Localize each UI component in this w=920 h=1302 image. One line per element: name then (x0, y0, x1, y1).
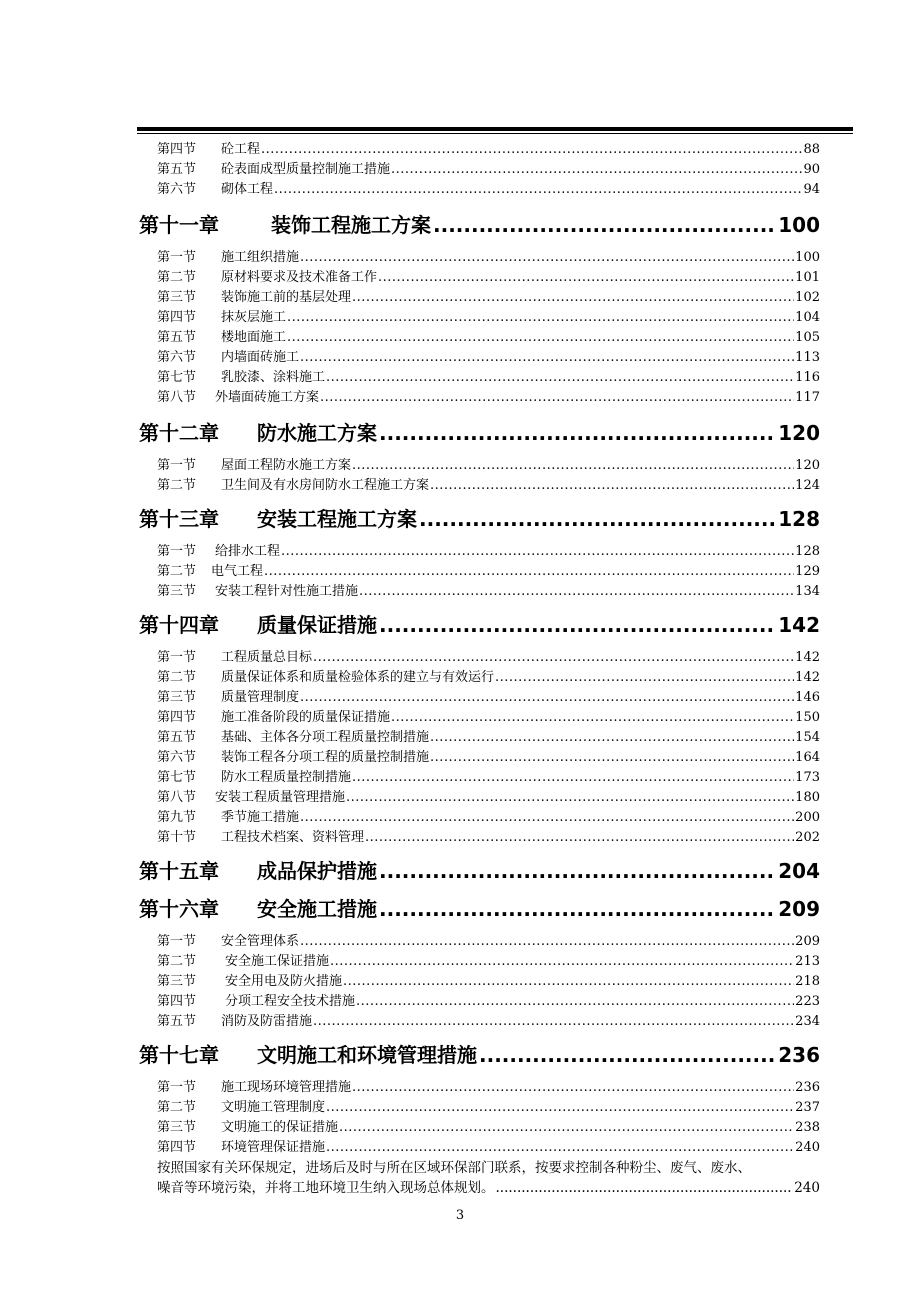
leader-dots (379, 610, 776, 640)
toc-section-row (157, 1012, 820, 1032)
page-ref: 113 (795, 350, 820, 365)
section-title: 工程技术档案、资料管理 (221, 830, 365, 845)
toc-section-row (157, 308, 820, 328)
section-title: 电气工程 (211, 564, 264, 579)
section-title: 安全施工保证措施 (225, 954, 330, 969)
page-ref: 240 (795, 1140, 820, 1155)
toc-section-row (157, 476, 820, 496)
leader-dots (391, 160, 802, 180)
toc-section-row (157, 1078, 820, 1098)
leader-dots (352, 288, 794, 308)
section-title: 安装工程针对性施工措施 (215, 584, 359, 599)
leader-dots (430, 748, 794, 768)
section-title: 施工组织措施 (221, 250, 300, 265)
section-title: 砼工程 (221, 142, 261, 157)
page-ref: 234 (795, 1014, 820, 1029)
section-number: 第五节 (157, 162, 197, 177)
toc-section-row (157, 562, 820, 582)
chapter-title: 装饰工程施工方案 (271, 213, 431, 237)
toc-section-row (157, 542, 820, 562)
page-ref: 213 (795, 954, 820, 969)
leader-dots (261, 140, 802, 160)
page-ref: 101 (795, 270, 820, 285)
leader-dots (430, 728, 794, 748)
toc-section-row (157, 582, 820, 602)
leader-dots (359, 582, 794, 602)
page-ref: 142 (778, 613, 820, 637)
paragraph-line-2: 噪音等环境污染，并将工地环境卫生纳入现场总体规划。 (157, 1180, 495, 1196)
page-ref: 100 (795, 250, 820, 265)
chapter-title: 质量保证措施 (257, 613, 377, 637)
toc-section-row (157, 728, 820, 748)
chapter-title: 安装工程施工方案 (257, 507, 417, 531)
section-title: 施工准备阶段的质量保证措施 (221, 710, 391, 725)
paragraph-line-2-row (157, 1178, 820, 1198)
leader-dots (326, 1138, 794, 1158)
chapter-number: 第十三章 (139, 507, 219, 531)
section-title: 工程质量总目标 (221, 650, 313, 665)
toc-section-row (157, 140, 820, 160)
section-number: 第三节 (157, 290, 197, 305)
leader-dots (264, 562, 794, 582)
toc-chapter-row (139, 894, 820, 924)
leader-dots (300, 248, 794, 268)
section-title: 文明施工的保证措施 (221, 1120, 339, 1135)
section-title: 屋面工程防水施工方案 (221, 458, 352, 473)
chapter-number: 第十六章 (139, 897, 219, 921)
page-ref: 237 (795, 1100, 820, 1115)
toc-section-row (157, 268, 820, 288)
chapter-number: 第十五章 (139, 859, 219, 883)
section-number: 第六节 (157, 750, 197, 765)
page-ref: 134 (795, 584, 820, 599)
page-ref: 146 (795, 690, 820, 705)
page-ref: 116 (795, 370, 820, 385)
section-title: 装饰施工前的基层处理 (221, 290, 352, 305)
page-ref: 180 (795, 790, 820, 805)
toc-chapter-row (139, 610, 820, 640)
section-number: 第七节 (157, 770, 197, 785)
page-ref: 238 (795, 1120, 820, 1135)
section-number: 第三节 (157, 974, 197, 989)
leader-dots (339, 1118, 794, 1138)
section-number: 第五节 (157, 1014, 197, 1029)
page-ref: 120 (795, 458, 820, 473)
page-ref: 104 (795, 310, 820, 325)
page-ref: 223 (795, 994, 820, 1009)
chapter-number: 第十二章 (139, 421, 219, 445)
toc-section-row (157, 708, 820, 728)
page-ref: 128 (778, 507, 820, 531)
page-ref: 209 (778, 897, 820, 921)
section-title: 抹灰层施工 (221, 310, 287, 325)
leader-dots (300, 348, 794, 368)
toc-section-row (157, 248, 820, 268)
section-title: 质量保证体系和质量检验体系的建立与有效运行 (221, 670, 495, 685)
section-title: 安全管理体系 (221, 934, 300, 949)
leader-dots (495, 668, 794, 688)
section-title: 质量管理制度 (221, 690, 300, 705)
section-number: 第二节 (157, 670, 197, 685)
leader-dots (352, 456, 794, 476)
section-title: 乳胶漆、涂料施工 (221, 370, 326, 385)
section-number: 第一节 (157, 458, 197, 473)
toc-section-row (157, 180, 820, 200)
section-title: 给排水工程 (215, 544, 281, 559)
section-title: 分项工程安全技术措施 (225, 994, 356, 1009)
toc-section-row (157, 768, 820, 788)
leader-dots (496, 1178, 794, 1198)
toc-section-row (157, 748, 820, 768)
toc-chapter-row (139, 1040, 820, 1070)
leader-dots (300, 688, 794, 708)
section-title: 楼地面施工 (221, 330, 287, 345)
section-number: 第一节 (157, 544, 197, 559)
chapter-title: 文明施工和环境管理措施 (257, 1043, 477, 1067)
section-title: 安装工程质量管理措施 (215, 790, 346, 805)
section-title: 原材料要求及技术准备工作 (221, 270, 378, 285)
page-ref: 202 (795, 830, 820, 845)
leader-dots (287, 328, 794, 348)
toc-chapter-row (139, 504, 820, 534)
section-title: 施工现场环境管理措施 (221, 1080, 352, 1095)
page-ref: 105 (795, 330, 820, 345)
leader-dots (379, 856, 776, 886)
section-number: 第三节 (157, 1120, 197, 1135)
toc-section-row (157, 828, 820, 848)
toc-chapter-row (139, 210, 820, 240)
section-number: 第六节 (157, 182, 197, 197)
paragraph-line-1: 按照国家有关环保规定，进场后及时与所在区域环保部门联系，按要求控制各种粉尘、废气、废水、 (157, 1160, 751, 1176)
page-ref: 128 (795, 544, 820, 559)
section-number: 第二节 (157, 564, 197, 579)
leader-dots (365, 828, 794, 848)
toc-section-row (157, 932, 820, 952)
leader-dots (352, 1078, 794, 1098)
page-ref: 236 (778, 1043, 820, 1067)
page-ref: 236 (795, 1080, 820, 1095)
page-ref: 218 (795, 974, 820, 989)
section-number: 第三节 (157, 584, 197, 599)
leader-dots (356, 992, 794, 1012)
leader-dots (300, 932, 794, 952)
page-ref: 129 (795, 564, 820, 579)
chapter-title: 成品保护措施 (257, 859, 377, 883)
toc-section-row (157, 1118, 820, 1138)
header-rule-thin (137, 133, 853, 134)
page-ref: 88 (803, 142, 820, 157)
toc-section-row (157, 668, 820, 688)
page-ref: 117 (795, 390, 820, 405)
section-number: 第四节 (157, 1140, 197, 1155)
section-number: 第三节 (157, 690, 197, 705)
page-ref: 94 (803, 182, 820, 197)
chapter-number: 第十四章 (139, 613, 219, 637)
toc-section-row (157, 1138, 820, 1158)
section-number: 第四节 (157, 142, 197, 157)
leader-dots (391, 708, 794, 728)
chapter-number: 第十七章 (139, 1043, 219, 1067)
toc-section-row (157, 1098, 820, 1118)
toc-section-row (157, 688, 820, 708)
toc-section-row (157, 972, 820, 992)
section-number: 第四节 (157, 710, 197, 725)
leader-dots (378, 268, 794, 288)
toc-section-row (157, 808, 820, 828)
section-title: 装饰工程各分项工程的质量控制措施 (221, 750, 430, 765)
leader-dots (326, 1098, 794, 1118)
section-number: 第二节 (157, 270, 197, 285)
toc-section-row (157, 788, 820, 808)
section-title: 基础、主体各分项工程质量控制措施 (221, 730, 430, 745)
leader-dots (419, 504, 776, 534)
toc-section-row (157, 288, 820, 308)
section-title: 环境管理保证措施 (221, 1140, 326, 1155)
section-number: 第一节 (157, 934, 197, 949)
toc-section-row (157, 456, 820, 476)
section-number: 第四节 (157, 994, 197, 1009)
leader-dots (320, 388, 794, 408)
leader-dots (346, 788, 794, 808)
toc-section-row (157, 648, 820, 668)
leader-dots (379, 894, 776, 924)
page-ref: 120 (778, 421, 820, 445)
leader-dots (352, 768, 794, 788)
leader-dots (433, 210, 776, 240)
section-title: 砌体工程 (221, 182, 274, 197)
leader-dots (430, 476, 794, 496)
page-ref: 124 (795, 478, 820, 493)
page-ref: 164 (795, 750, 820, 765)
page-ref: 154 (795, 730, 820, 745)
leader-dots (300, 808, 794, 828)
section-number: 第二节 (157, 1100, 197, 1115)
page-ref: 142 (795, 650, 820, 665)
leader-dots (313, 648, 794, 668)
page-ref: 102 (795, 290, 820, 305)
page-ref: 90 (803, 162, 820, 177)
section-title: 卫生间及有水房间防水工程施工方案 (221, 478, 430, 493)
section-title: 季节施工措施 (221, 810, 300, 825)
leader-dots (379, 418, 776, 448)
leader-dots (274, 180, 802, 200)
toc-chapter-row (139, 856, 820, 886)
leader-dots (281, 542, 794, 562)
section-title: 防水工程质量控制措施 (221, 770, 352, 785)
paragraph-page: 240 (794, 1180, 820, 1196)
page-ref: 204 (778, 859, 820, 883)
section-number: 第七节 (157, 370, 197, 385)
leader-dots (479, 1040, 776, 1070)
section-number: 第一节 (157, 250, 197, 265)
chapter-number: 第十一章 (139, 213, 219, 237)
toc-section-row (157, 348, 820, 368)
section-title: 内墙面砖施工 (221, 350, 300, 365)
section-number: 第六节 (157, 350, 197, 365)
section-number: 第八节 (157, 790, 197, 805)
page-ref: 150 (795, 710, 820, 725)
section-number: 第四节 (157, 310, 197, 325)
leader-dots (343, 972, 794, 992)
leader-dots (330, 952, 794, 972)
section-number: 第一节 (157, 1080, 197, 1095)
chapter-title: 安全施工措施 (257, 897, 377, 921)
page-number: 3 (455, 1208, 465, 1223)
toc-section-row (157, 952, 820, 972)
page-ref: 209 (795, 934, 820, 949)
section-number: 第二节 (157, 954, 197, 969)
section-number: 第五节 (157, 730, 197, 745)
section-number: 第九节 (157, 810, 197, 825)
chapter-title: 防水施工方案 (257, 421, 377, 445)
section-title: 外墙面砖施工方案 (215, 390, 320, 405)
toc-section-row (157, 992, 820, 1012)
leader-dots (287, 308, 794, 328)
toc-paragraph (157, 1158, 820, 1198)
section-number: 第十节 (157, 830, 197, 845)
section-number: 第一节 (157, 650, 197, 665)
leader-dots (326, 368, 794, 388)
toc-section-row (157, 388, 820, 408)
page-ref: 142 (795, 670, 820, 685)
toc-section-row (157, 368, 820, 388)
section-title: 文明施工管理制度 (221, 1100, 326, 1115)
section-title: 砼表面成型质量控制施工措施 (221, 162, 391, 177)
section-number: 第八节 (157, 390, 197, 405)
section-number: 第五节 (157, 330, 197, 345)
toc-section-row (157, 160, 820, 180)
toc-chapter-row (139, 418, 820, 448)
header-rule-thick (137, 127, 853, 131)
page-ref: 100 (778, 213, 820, 237)
section-number: 第二节 (157, 478, 197, 493)
section-title: 消防及防雷措施 (221, 1014, 313, 1029)
section-title: 安全用电及防火措施 (225, 974, 343, 989)
toc-section-row (157, 328, 820, 348)
page-ref: 200 (795, 810, 820, 825)
leader-dots (313, 1012, 794, 1032)
page-ref: 173 (795, 770, 820, 785)
